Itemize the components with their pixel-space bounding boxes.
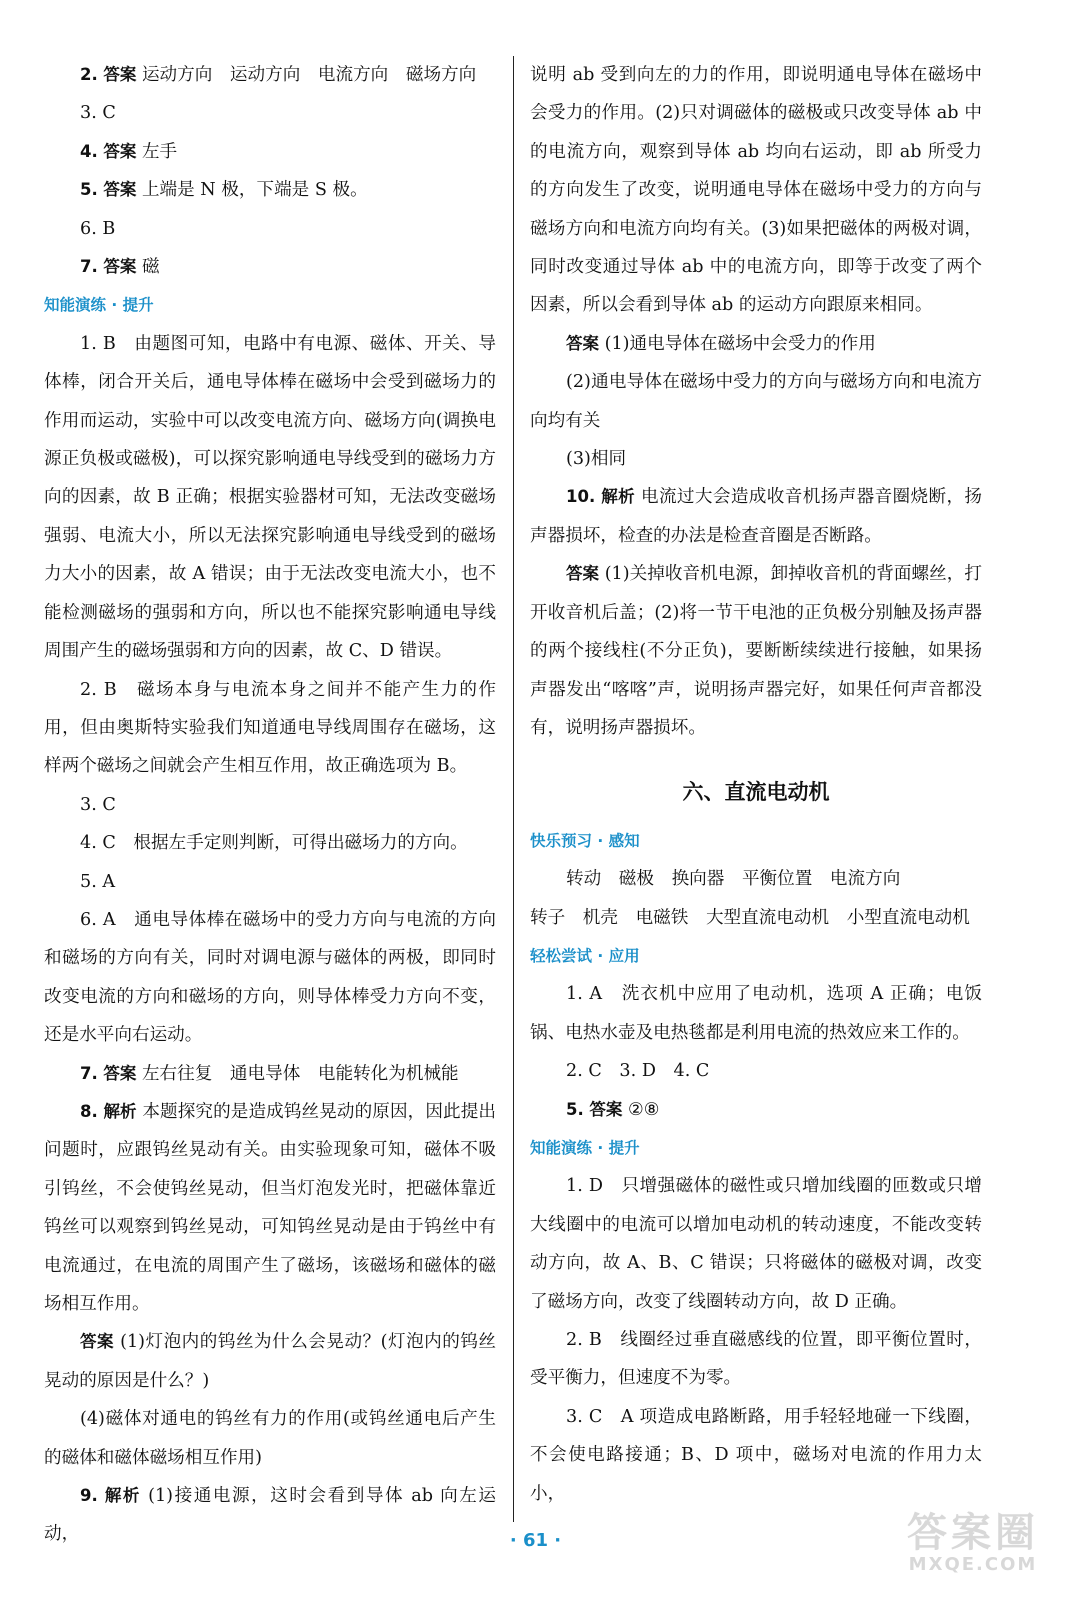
explanation-10: 10. 解析 电流过大会造成收音机扬声器音圈烧断，扬声器损坏，检查的办法是检查音圈是否断路。 [530, 487, 983, 546]
section-heading-preview: 快乐预习 · 感知 [530, 831, 640, 850]
explanation-1: 1. B 由题图可知，电路中有电源、磁体、开关、导体棒，闭合开关后，通电导体棒在磁场中会受到磁场力的作用而运动，实验中可以改变电流方向、磁场方向(调换电源正负极或磁极)，可以探究影响通电导线受到的磁场力方向的因素，故 B 正确；根据实验器材可知，无法改变磁场强弱、电流大小，所以无法探究影响通电导线受到的磁场力大小的因素，故 A 错误；由于无法改变电流大小，也不能检测磁场的强弱和方向，所以也不能探究影响通电导线周围产生的磁场强弱和方向的因素，故 C、D 错误。 [44, 333, 496, 662]
preview-answers-line-2: 转子 机壳 电磁铁 大型直流电动机 小型直流电动机 [530, 907, 970, 928]
answer-z7: 7. 答案 左右往复 通电导体 电能转化为机械能 [80, 1063, 459, 1084]
explanation-9: 9. 解析 (1)接通电源，这时会看到导体 ab 向左运动， [44, 1486, 497, 1545]
section-heading: 知能演练 · 提升 [44, 296, 154, 315]
answer-9-part2: (2)通电导体在磁场中受力的方向与磁场方向和电流方向均有关 [530, 372, 982, 431]
answer-8-part4: (4)磁体对通电的钨丝有力的作用(或钨丝通电后产生的磁体和磁体磁场相互作用) [44, 1409, 496, 1468]
chapter-title: 六、直流电动机 [682, 780, 830, 805]
answer-4: 4. 答案 左手 [80, 141, 178, 162]
left-column [44, 56, 496, 1554]
improve-explanation-3: 3. C A 项造成电路断路，用手轻轻地碰一下线圈，不会使电路接通；B、D 项中，磁场对电流的作用力太小， [530, 1406, 982, 1504]
answer-6: 6. B [80, 218, 116, 239]
explanation-9-continued: 说明 ab 受到向左的力的作用，即说明通电导体在磁场中会受力的作用。(2)只对调磁体的磁极或只改变导体 ab 中的电流方向，观察到导体 ab 均向右运动，即 ab 所受力的方向发生了改变，说明通电导体在磁场中受力的方向与磁场方向和电流方向均有关。(3)如果把磁体的两极对调，同时改变通过导体 ab 中的电流方向，即等于改变了两个因素，所以会看到导体 ab 的运动方向跟原来相同。 [530, 65, 982, 316]
improve-explanation-2: 2. B 线圈经过垂直磁感线的位置，即平衡位置时，受平衡力，但速度不为零。 [530, 1330, 982, 1389]
answer-7: 7. 答案 磁 [80, 257, 160, 278]
answer-5: 5. 答案 上端是 N 极，下端是 S 极。 [80, 180, 368, 201]
explanation-4: 4. C 根据左手定则判断，可得出磁场力的方向。 [80, 833, 468, 854]
try-explanation-1: 1. A 洗衣机中应用了电动机，选项 A 正确；电饭锅、电热水壶及电热毯都是利用电流的热效应来工作的。 [530, 984, 982, 1043]
try-answer-5: 5. 答案 ②⑧ [566, 1099, 660, 1120]
answer-9-part3: (3)相同 [566, 449, 627, 470]
try-answers-2-4: 2. C 3. D 4. C [566, 1061, 710, 1082]
improve-explanation-1: 1. D 只增强磁体的磁性或只增加线圈的匝数或只增大线圈中的电流可以增加电动机的转动速度，不能改变转动方向，故 A、B、C 错误；只将磁体的磁极对调，改变了磁场方向，改变了线圈转动方向，故 D 正确。 [530, 1176, 982, 1312]
section-heading-try: 轻松尝试 · 应用 [530, 946, 640, 965]
watermark-url: MXQE.COM [908, 1554, 1038, 1575]
answer-z3: 3. C [80, 794, 116, 815]
preview-answers-line-1: 转动 磁极 换向器 平衡位置 电流方向 [566, 869, 901, 890]
watermark-text: 答案圈 [907, 1510, 1039, 1556]
explanation-6: 6. A 通电导体棒在磁场中的受力方向与电流的方向和磁场的方向有关，同时对调电源与磁体的两极，即同时改变电流的方向和磁场的方向，则导体棒受力方向不变，还是水平向右运动。 [44, 909, 496, 1046]
watermark-logo [907, 1512, 1039, 1575]
answer-9: 答案 (1)通电导体在磁场中会受力的作用 [566, 333, 876, 354]
explanation-8: 8. 解析 本题探究的是造成钨丝晃动的原因，因此提出问题时，应跟钨丝晃动有关。由实验现象可知，磁体不吸引钨丝，不会使钨丝晃动，但当灯泡发光时，把磁体靠近钨丝可以观察到钨丝晃动，可知钨丝晃动是由于钨丝中有电流通过，在电流的周围产生了磁场，该磁场和磁体的磁场相互作用。 [44, 1101, 496, 1314]
answer-10: 答案 (1)关掉收音机电源，卸掉收音机的背面螺丝，打开收音机后盖；(2)将一节干电池的正负极分别触及扬声器的两个接线柱(不分正负)，要断断续续进行接触，如果扬声器发出“喀喀”声，说明扬声器完好，如果任何声音都没有，说明扬声器损坏。 [530, 564, 983, 738]
answer-2: 2. 答案 运动方向 运动方向 电流方向 磁场方向 [80, 65, 477, 85]
right-column [530, 56, 982, 1513]
page-number: · 61 · [509, 1530, 562, 1551]
section-heading-improve: 知能演练 · 提升 [530, 1138, 640, 1157]
column-divider [513, 56, 514, 1522]
explanation-2: 2. B 磁场本身与电流本身之间并不能产生力的作用，但由奥斯特实验我们知道通电导线周围存在磁场，这样两个磁场之间就会产生相互作用，故正确选项为 B。 [44, 679, 496, 777]
answer-8: 答案 (1)灯泡内的钨丝为什么会晃动？(灯泡内的钨丝晃动的原因是什么？) [44, 1332, 497, 1391]
answer-z5: 5. A [80, 871, 116, 892]
answer-3: 3. C [80, 103, 116, 124]
